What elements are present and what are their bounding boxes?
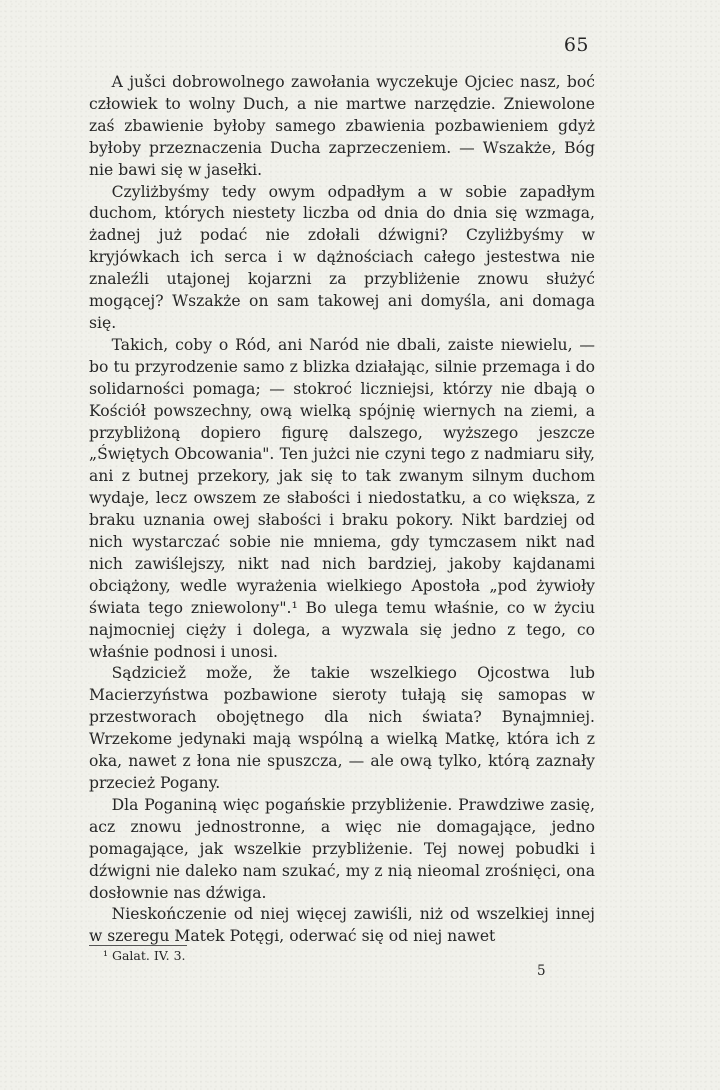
printer-signature-mark: 5: [537, 963, 546, 979]
footnote: ¹ Galat. IV. 3.: [103, 948, 186, 963]
page-number: 65: [563, 34, 589, 56]
main-text: [89, 72, 595, 948]
paragraph: Czyliżbyśmy tedy owym odpadłym a w sobie zapadłym duchom, których niestety liczba od dnia do dnia się wzmaga, żadnej już podać nie zdołali dźwigni? Czyliżbyśmy w kryjówkach ich serca i w dążnościach całego jestestwa nie znaleźli utajonej kojarzni za przybliżenie znowu służyć mogącej? Wszakże on sam takowej ani domyśla, ani domaga się.: [89, 182, 595, 332]
paragraph: Sądziciež može, že takie wszelkiego Ojcostwa lub Macierzyństwa pozbawione sieroty tułają się samopas w przestworach obojętnego dla nich świata? Bynajmniej. Wrzekome jedynaki mają wspólną a wielką Matkę, która ich z oka, nawet z łona nie spuszcza, — ale ową tylko, którą zaznały przecież Pogany.: [89, 664, 595, 792]
paragraph: Nieskończenie od niej więcej zawiśli, niż od wszelkiej innej w szeregu Matek Potęgi, oderwać się od niej nawet: [89, 905, 595, 946]
paragraph: Dla Poganiną więc pogańskie przybliżenie. Prawdziwe zasię, acz znowu jednostronne, a więc nie domagające, jedno pomagające, jak wszelkie przybliżenie. Tej nowej pobudki i dźwigni nie daleko nam szukać, my z nią nieomal zrośnięci, ona dosłownie nas dźwiga.: [89, 795, 595, 902]
footnote-divider: [89, 945, 187, 946]
paragraph: A jušci dobrowolnego zawołania wyczekuje Ojciec nasz, boć człowiek to wolny Duch, a nie martwe narzędzie. Zniewolone zaś zbawienie byłoby samego zbawienia pozbawieniem gdyż byłoby przeznaczenia Ducha zaprzeczeniem. — Wszakże, Bóg nie bawi się w jasełki.: [89, 73, 595, 179]
paragraph: Takich, coby o Ród, ani Naród nie dbali, zaiste niewielu, — bo tu przyrodzenie samo z blizka działając, silnie przemaga i do solidarności pomaga; — stokroć liczniejsi, którzy nie dbają o Kościół powszechny, ową wielką spójnię wiernych na ziemi, a przybliżoną dopiero figurę dalszego, wyższego jeszcze „Świętych Obcowania". Ten jużci nie czyni tego z nadmiaru siły, ani z butnej przekory, jak się to tak zwanym silnym duchom wydaje, lecz owszem ze słabości i niedostatku, a co większa, z braku uznania owej słabości i braku pokory. Nikt bardziej od nich wystarczać sobie nie mniema, gdy tymczasem nikt nad nich zawiślejszy, nikt nad nich bardziej, jakoby kajdanami obciążony, wedle wyrażenia wielkiego Apostoła „pod żywioły świata tego zniewolony".¹ Bo ulega temu właśnie, co w życiu najmocniej cięży i dolega, a wyzwala się jedno z tego, co właśnie podnosi i unosi.: [89, 335, 595, 661]
